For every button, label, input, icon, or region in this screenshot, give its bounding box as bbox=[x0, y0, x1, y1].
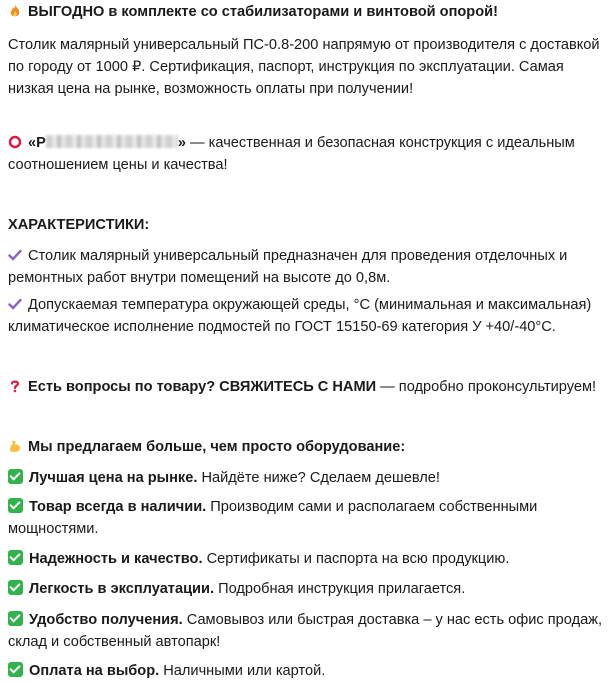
offer-item-bold: Удобство получения. bbox=[29, 612, 183, 628]
offer-item-rest: Подробная инструкция прилагается. bbox=[214, 581, 466, 597]
intro-line-2: по городу от 1000 ₽. Сертификация, паспорт, инструкция по эксплуатации. Самая bbox=[8, 59, 564, 75]
offer-item-rest: Наличными или картой. bbox=[159, 663, 326, 679]
brand-line-2: соотношением цены и качества! bbox=[8, 157, 228, 173]
offer-item-bold: Легкость в эксплуатации. bbox=[29, 581, 215, 597]
intro-line-1: Столик малярный универсальный ПС-0.8-200 напрямую от производителя с доставкой bbox=[8, 37, 600, 53]
offer-item-line-2: склад и собственный автопарк! bbox=[8, 634, 221, 650]
intro-line-3: низкая цена на рынке, возможность оплаты при получении! bbox=[8, 81, 414, 97]
offer-item bbox=[8, 660, 614, 682]
headline-text: ВЫГОДНО в комплекте со стабилизаторами и винтовой опорой! bbox=[28, 4, 498, 20]
red-circle-icon bbox=[8, 135, 22, 149]
offer-item-rest: Найдёте ниже? Сделаем дешевле! bbox=[197, 470, 440, 486]
intro bbox=[8, 34, 614, 100]
green-check-icon bbox=[8, 611, 23, 626]
spec-item bbox=[8, 294, 614, 338]
offer-item bbox=[8, 548, 614, 570]
offer-item-line-1 bbox=[8, 609, 614, 631]
offer-item-line-1 bbox=[8, 660, 614, 682]
spec-item bbox=[8, 245, 614, 289]
brand-quote-close: » bbox=[177, 135, 186, 151]
offer-item-line-1 bbox=[8, 496, 614, 518]
offer-title-text: Мы предлагаем больше, чем просто оборудование: bbox=[28, 439, 406, 455]
brand-line-1-rest: — качественная и безопасная конструкция с идеальным bbox=[185, 135, 575, 151]
offer-item bbox=[8, 609, 614, 653]
brand-quote-open: «Р bbox=[28, 135, 46, 151]
offer-item-line-1 bbox=[8, 578, 614, 600]
checkmark-icon bbox=[8, 297, 22, 311]
brand-line-1 bbox=[8, 132, 614, 154]
offer-item-bold: Товар всегда в наличии. bbox=[29, 499, 207, 515]
offer-item-rest: Производим сами и располагаем собственными bbox=[206, 499, 538, 515]
spec-item-1-text: Столик малярный универсальный предназначен для проведения отделочных и bbox=[28, 248, 568, 264]
contact-line bbox=[8, 376, 596, 398]
green-check-icon bbox=[8, 469, 23, 484]
offer-item bbox=[8, 467, 614, 489]
offer-item-line-1 bbox=[8, 467, 614, 489]
specs-title bbox=[8, 214, 149, 236]
flexed-arm-icon bbox=[8, 439, 22, 453]
question-icon bbox=[8, 379, 22, 393]
contact-rest: — подробно проконсультируем! bbox=[376, 379, 597, 395]
offer-item-bold: Лучшая цена на рынке. bbox=[29, 470, 198, 486]
offer-item-line-1 bbox=[8, 548, 614, 570]
offer-item bbox=[8, 496, 614, 540]
offer-item-bold: Оплата на выбор. bbox=[29, 663, 160, 679]
spec-item-line-1 bbox=[8, 245, 614, 267]
offer-item-rest: Сертификаты и паспорта на всю продукцию. bbox=[202, 551, 510, 567]
spec-item-line-2: климатическое исполнение подмостей по ГОСТ 15150-69 категория У +40/-40°С. bbox=[8, 319, 556, 335]
brand-block bbox=[8, 132, 614, 176]
specs-title-text: ХАРАКТЕРИСТИКИ: bbox=[8, 217, 150, 233]
spec-item-line-2: ремонтных работ внутри помещений на высоте до 0,8м. bbox=[8, 270, 391, 286]
offer-item-line-2: мощностями. bbox=[8, 521, 99, 537]
fire-icon bbox=[8, 4, 22, 18]
offer-title bbox=[8, 436, 405, 458]
spec-item-line-1 bbox=[8, 294, 614, 316]
green-check-icon bbox=[8, 580, 23, 595]
offer-item bbox=[8, 578, 614, 600]
checkmark-icon bbox=[8, 248, 22, 262]
offer-item-bold: Надежность и качество. bbox=[29, 551, 203, 567]
green-check-icon bbox=[8, 498, 23, 513]
green-check-icon bbox=[8, 550, 23, 565]
redacted-brand-name bbox=[46, 135, 178, 148]
contact-bold: Есть вопросы по товару? СВЯЖИТЕСЬ С НАМИ bbox=[28, 379, 377, 395]
offer-item-rest: Самовывоз или быстрая доставка – у нас есть офис продаж, bbox=[182, 612, 603, 628]
headline bbox=[8, 1, 498, 23]
spec-item-2-text: Допускаемая температура окружающей среды, °С (минимальная и максимальная) bbox=[28, 297, 592, 313]
